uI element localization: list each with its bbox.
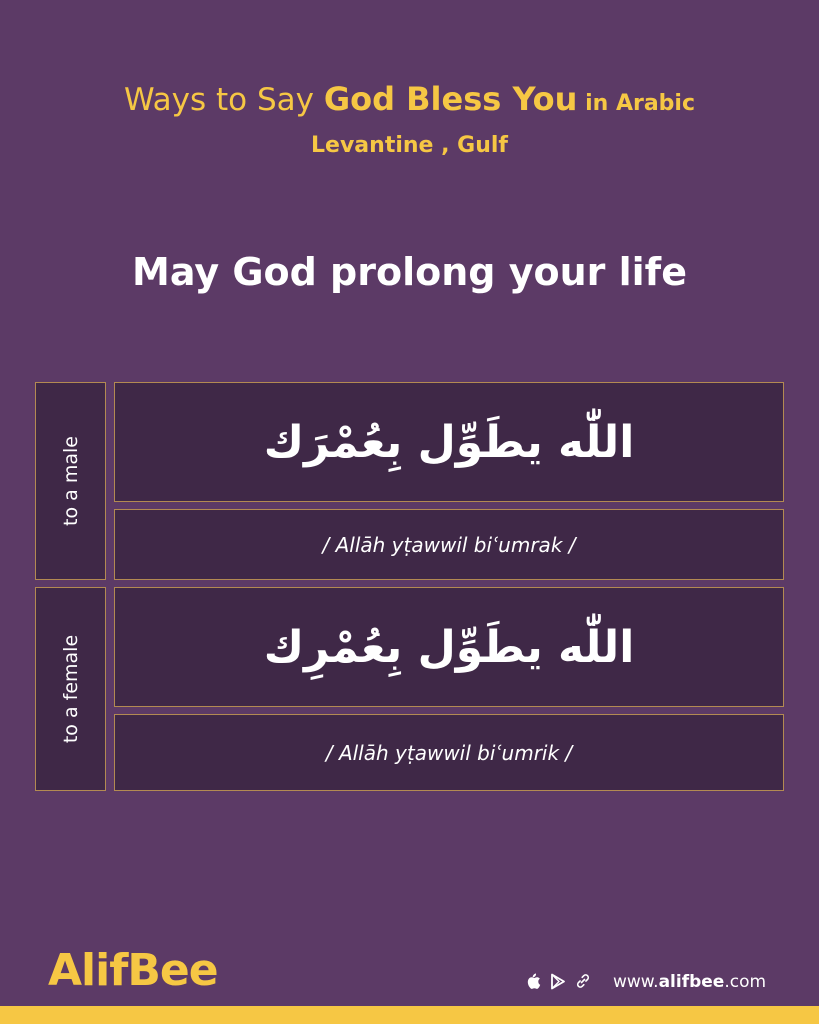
play-store-icon[interactable] [550, 973, 566, 990]
title-suffix: in Arabic [577, 91, 696, 116]
apple-icon[interactable] [525, 972, 541, 990]
audience-label-male [35, 382, 106, 580]
page-title [0, 80, 819, 118]
transliteration-male [114, 509, 784, 580]
arabic-phrase-female [114, 587, 784, 707]
arabic-text: اللّٰه يطَوِّل بِعُمْرِك [263, 621, 635, 673]
transliteration-text: / Allāh yṭawwil biʿumrik / [325, 740, 573, 765]
title-highlight: God Bless You [323, 80, 578, 118]
arabic-text: اللّٰه يطَوِّل بِعُمْرَك [263, 416, 635, 468]
website-brand: alifbee [658, 972, 725, 992]
website-prefix: www. [613, 972, 659, 992]
app-icons [525, 972, 591, 990]
transliteration-female [114, 714, 784, 791]
website-suffix: .com [724, 972, 767, 992]
dialects-subtitle: Levantine , Gulf [311, 133, 508, 158]
audience-text: to a female [59, 634, 82, 744]
website-link[interactable] [613, 972, 766, 992]
arabic-phrase-male [114, 382, 784, 502]
phrase-meaning: May God prolong your life [132, 250, 687, 294]
title-prefix: Ways to Say [123, 82, 324, 118]
audience-label-female [35, 587, 106, 791]
link-icon[interactable] [575, 973, 591, 989]
bottom-accent-bar [0, 1006, 819, 1024]
audience-text: to a male [59, 436, 82, 526]
alifbee-logo: AlifBee [48, 945, 218, 996]
transliteration-text: / Allāh yṭawwil biʿumrak / [322, 532, 576, 557]
